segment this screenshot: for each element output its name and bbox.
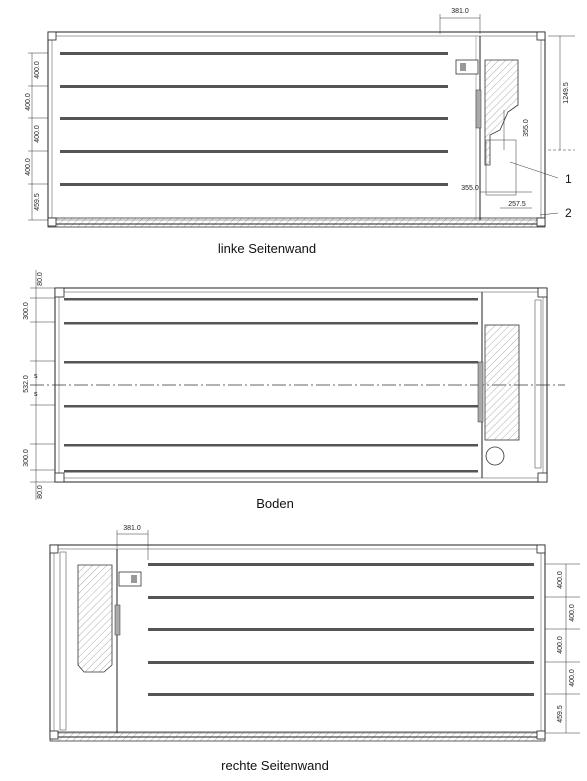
- dim-left-2: 400.0: [25, 93, 32, 111]
- equipment-unit: [485, 60, 518, 165]
- dim-right-2: 400.0: [569, 604, 576, 622]
- corner-casting: [538, 473, 547, 482]
- rail: [64, 298, 478, 301]
- equipment-unit: [78, 565, 112, 672]
- rail: [60, 52, 448, 55]
- connector-block: [119, 572, 141, 586]
- caption-left: linke Seitenwand: [217, 241, 317, 256]
- caption-right: rechte Seitenwand: [221, 758, 329, 773]
- rail: [60, 183, 448, 186]
- corner-casting: [48, 218, 56, 226]
- corner-casting: [538, 288, 547, 297]
- dim-355-horizontal: 355.0: [461, 185, 479, 192]
- equipment-unit: [485, 325, 519, 440]
- dim-left-3: 400.0: [34, 125, 41, 143]
- dim-top: 381.0: [123, 525, 141, 532]
- round-outlet: [486, 447, 504, 465]
- rail: [60, 150, 448, 153]
- rail: [64, 444, 478, 447]
- corner-casting: [48, 32, 56, 40]
- callout-2: 2: [565, 206, 572, 220]
- rail: [64, 361, 478, 364]
- rail: [64, 470, 478, 473]
- dim-floor-4: 300.0: [23, 449, 30, 467]
- leader-line: [540, 213, 558, 215]
- rail: [148, 661, 534, 664]
- dim-top: 381.0: [451, 8, 469, 15]
- dim-floor-2: 300.0: [23, 302, 30, 320]
- left-side-wall-view: [25, 8, 575, 256]
- rail: [148, 563, 534, 566]
- dim-right-5: 459.5: [557, 705, 564, 723]
- base-strip: [48, 218, 545, 227]
- rail: [60, 117, 448, 120]
- corner-casting: [537, 32, 545, 40]
- callout-1: 1: [565, 172, 572, 186]
- corner-casting: [55, 288, 64, 297]
- floor-view: [23, 270, 565, 511]
- dim-floor-5: 80.0: [37, 485, 44, 499]
- dim-257: 257.5: [508, 201, 526, 208]
- caption-floor: Boden: [256, 496, 294, 511]
- mark-b: s: [34, 391, 38, 398]
- corner-casting: [537, 218, 545, 226]
- rail: [148, 596, 534, 599]
- connector-block: [456, 60, 478, 74]
- rail: [60, 85, 448, 88]
- dim-right-1: 400.0: [557, 571, 564, 589]
- leader-line: [510, 162, 558, 178]
- corner-casting: [50, 731, 58, 739]
- dim-left-1: 400.0: [34, 61, 41, 79]
- dim-floor-3: 532.0: [23, 375, 30, 393]
- dim-right: 1249.5: [563, 82, 570, 104]
- corner-casting: [537, 731, 545, 739]
- rail: [64, 405, 478, 408]
- rail: [148, 628, 534, 631]
- corner-casting: [50, 545, 58, 553]
- rail: [64, 322, 478, 325]
- corner-casting: [537, 545, 545, 553]
- corner-casting: [55, 473, 64, 482]
- mark-a: s: [34, 373, 38, 380]
- rail: [148, 693, 534, 696]
- dim-floor-1: 80.0: [37, 272, 44, 286]
- dim-right-3: 400.0: [557, 636, 564, 654]
- dim-left-4: 400.0: [25, 158, 32, 176]
- dim-355-vertical: 355.0: [523, 119, 530, 137]
- dim-left-5: 459.5: [34, 193, 41, 211]
- dim-right-4: 400.0: [569, 669, 576, 687]
- right-side-wall-view: [50, 525, 580, 773]
